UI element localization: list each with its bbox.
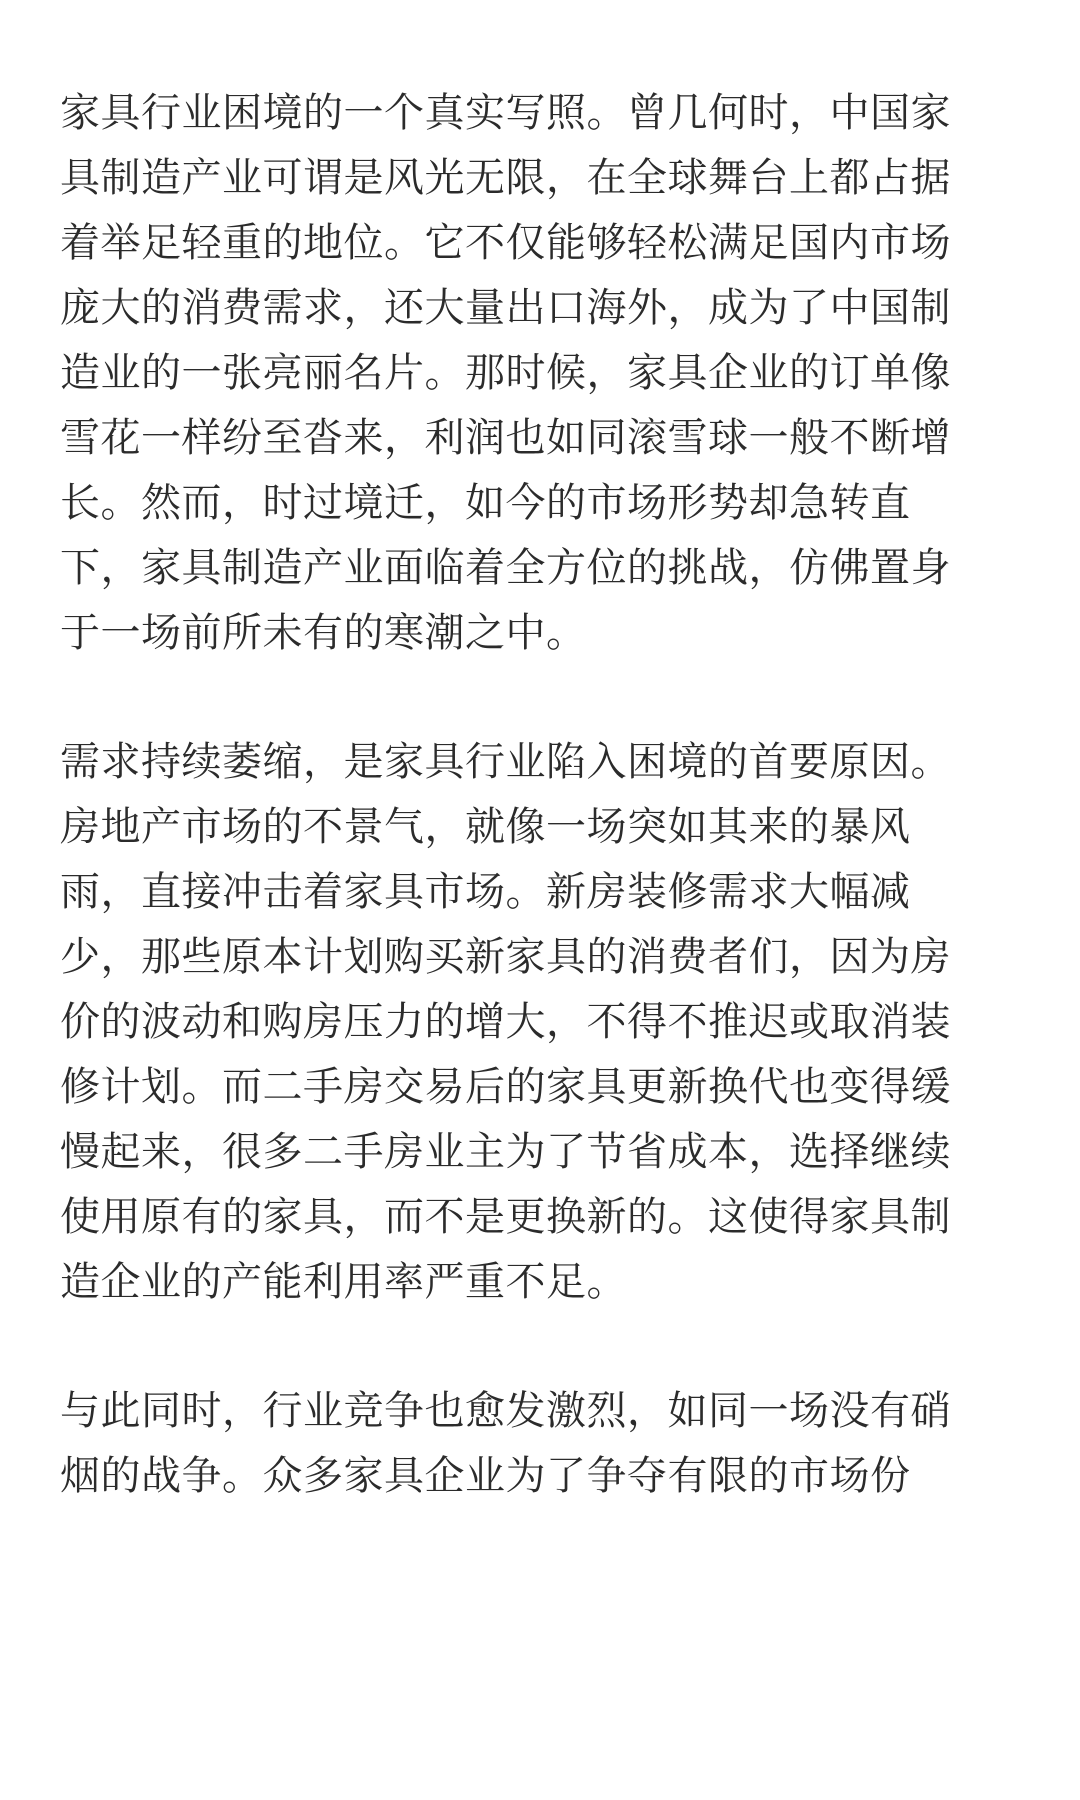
text-line: 修计划。而二手房交易后的家具更新换代也变得缓 <box>60 1064 951 1110</box>
paragraph-1 <box>60 81 1022 666</box>
text-line: 造企业的产能利用率严重不足。 <box>60 1259 627 1305</box>
text-line: 使用原有的家具，而不是更换新的。这使得家具制 <box>60 1194 951 1240</box>
text-line: 造业的一张亮丽名片。那时候，家具企业的订单像 <box>60 350 951 396</box>
text-line: 慢起来，很多二手房业主为了节省成本，选择继续 <box>60 1129 951 1175</box>
text-line: 长。然而，时过境迁，如今的市场形势却急转直 <box>60 480 911 526</box>
text-line: 具制造产业可谓是风光无限，在全球舞台上都占据 <box>60 155 951 201</box>
paragraph-2 <box>60 730 1022 1315</box>
text-line: 家具行业困境的一个真实写照。曾几何时，中国家 <box>60 90 951 136</box>
text-line: 需求持续萎缩，是家具行业陷入困境的首要原因。 <box>60 739 951 785</box>
paragraph-3 <box>60 1379 1022 1509</box>
text-line: 雪花一样纷至沓来，利润也如同滚雪球一般不断增 <box>60 415 951 461</box>
text-line: 于一场前所未有的寒潮之中。 <box>60 610 587 656</box>
text-line: 下，家具制造产业面临着全方位的挑战，仿佛置身 <box>60 545 951 591</box>
text-line: 雨，直接冲击着家具市场。新房装修需求大幅减 <box>60 869 911 915</box>
paragraph-spacer <box>60 1315 1022 1379</box>
text-line: 庞大的消费需求，还大量出口海外，成为了中国制 <box>60 285 951 331</box>
text-line: 烟的战争。众多家具企业为了争夺有限的市场份 <box>60 1453 911 1499</box>
paragraph-spacer <box>60 666 1022 730</box>
text-line: 少，那些原本计划购买新家具的消费者们，因为房 <box>60 934 951 980</box>
text-line: 房地产市场的不景气，就像一场突如其来的暴风 <box>60 804 911 850</box>
text-line: 与此同时，行业竞争也愈发激烈，如同一场没有硝 <box>60 1388 951 1434</box>
text-line: 着举足轻重的地位。它不仅能够轻松满足国内市场 <box>60 220 951 266</box>
text-line: 价的波动和购房压力的增大，不得不推迟或取消装 <box>60 999 951 1045</box>
